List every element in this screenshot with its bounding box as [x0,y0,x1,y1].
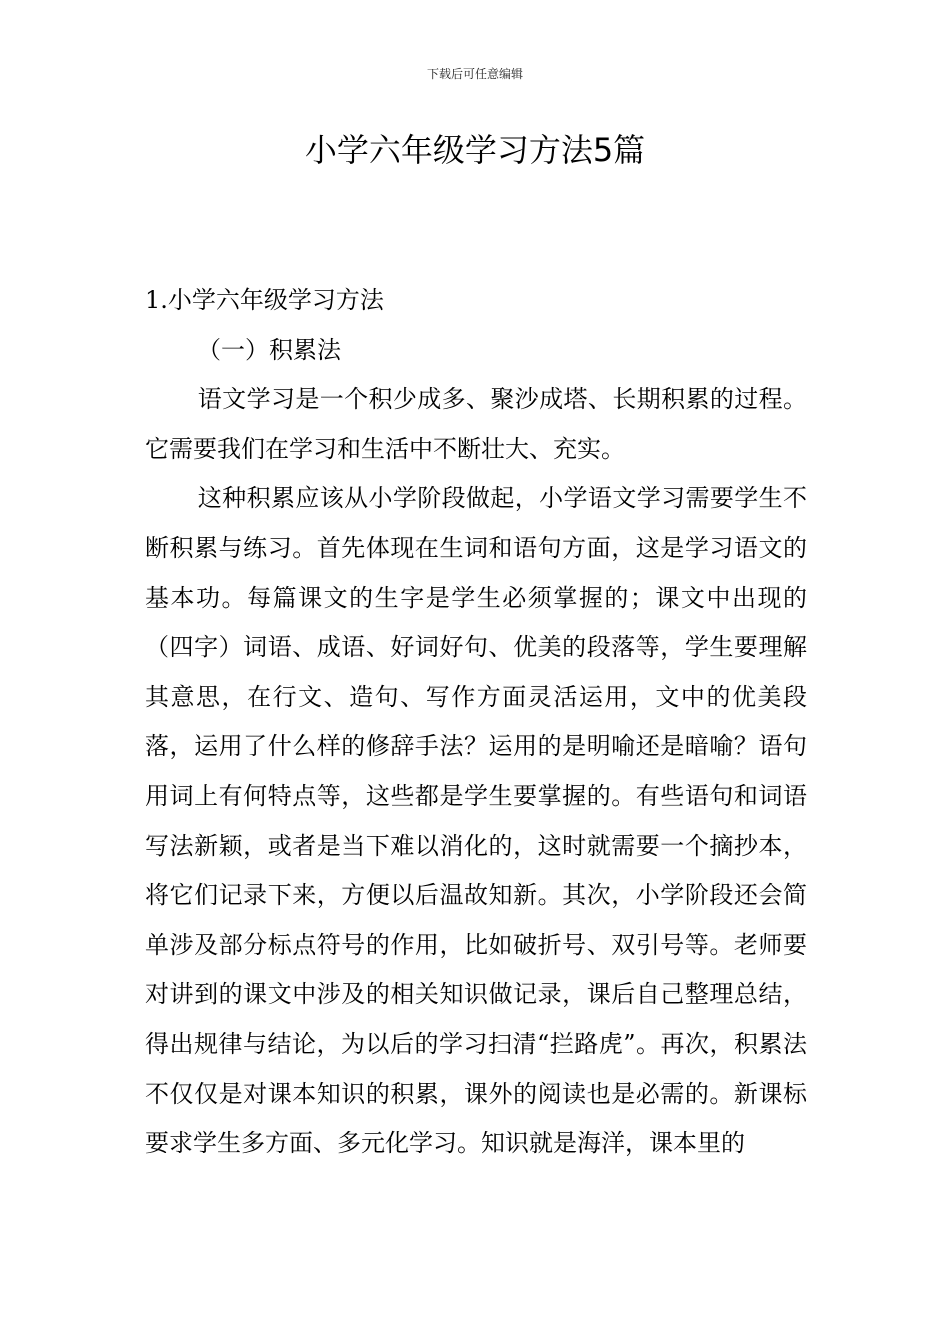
section-heading: 1.小学六年级学习方法 [145,286,384,314]
header-note: 下载后可任意编辑 [426,67,523,81]
document-body [145,276,807,1169]
paragraph-1: 语文学习是一个积少成多、聚沙成塔、长期积累的过程。它需要我们在学习和生活中不断壮大、充实。 [145,385,807,463]
document-title: 小学六年级学习方法5篇 [304,131,646,169]
paragraph-2: 这种积累应该从小学阶段做起，小学语文学习需要学生不断积累与练习。首先体现在生词和语句方面，这是学习语文的基本功。每篇课文的生字是学生必须掌握的；课文中出现的（四字）词语、成语、好词好句、优美的段落等，学生要理解其意思，在行文、造句、写作方面灵活运用，文中的优美段落，运用了什么样的修辞手法？运用的是明喻还是暗喻？语句用词上有何特点等，这些都是学生要掌握的。有些语句和词语写法新颖，或者是当下难以消化的，这时就需要一个摘抄本，将它们记录下来，方便以后温故知新。其次，小学阶段还会简单涉及部分标点符号的作用，比如破折号、双引号等。老师要对讲到的课文中涉及的相关知识做记录，课后自己整理总结，得出规律与结论，为以后的学习扫清“拦路虎”。再次，积累法不仅仅是对课本知识的积累，课外的阅读也是必需的。新课标要求学生多方面、多元化学习。知识就是海洋，课本里的 [145,484,807,1158]
sub-heading: （一）积累法 [197,335,341,364]
